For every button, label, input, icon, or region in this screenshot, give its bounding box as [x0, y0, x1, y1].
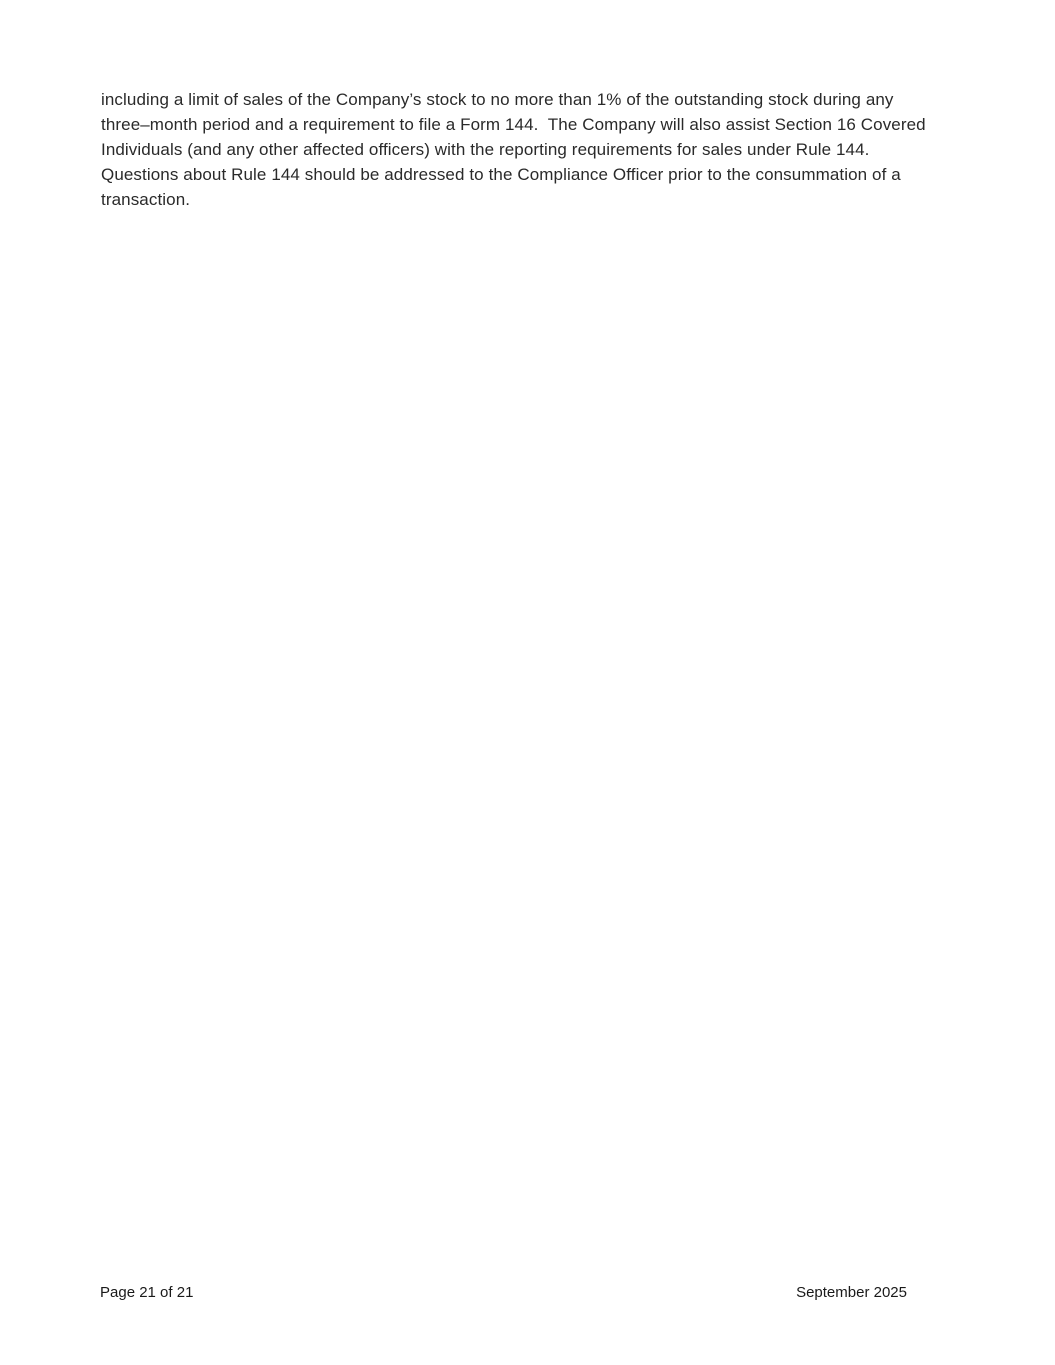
paragraph-line: three–month period and a requirement to file a Form 144. The Company will also assist Section 16 Covered [101, 115, 926, 134]
paragraph-line: including a limit of sales of the Company’s stock to no more than 1% of the outstanding stock during any [101, 90, 894, 109]
body-paragraph [101, 87, 971, 212]
footer-date: September 2025 [796, 1284, 907, 1301]
page-footer [100, 1284, 907, 1301]
paragraph-line: transaction. [101, 190, 191, 209]
footer-page-number: Page 21 of 21 [100, 1284, 194, 1301]
paragraph-line: Individuals (and any other affected officers) with the reporting requirements for sales under Rule 144. [101, 140, 870, 159]
paragraph-line: Questions about Rule 144 should be addressed to the Compliance Officer prior to the consummation of a [101, 165, 901, 184]
